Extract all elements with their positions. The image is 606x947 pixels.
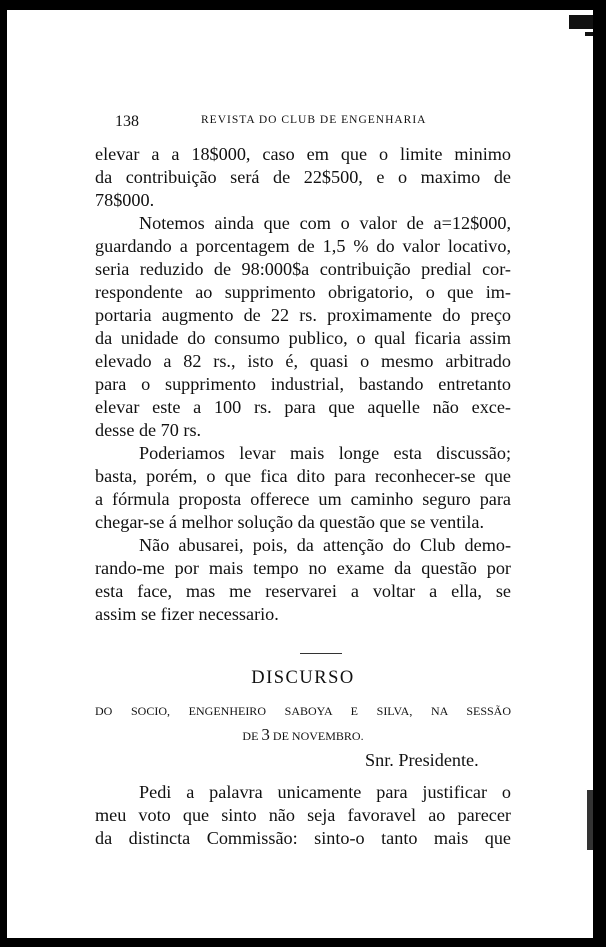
text-line: chegar-se á melhor solução da questão que se ventila.: [95, 512, 484, 532]
text-line: esta face, mas me reservarei a voltar a ella, se: [95, 581, 511, 601]
text-line: 78$000.: [95, 190, 155, 210]
text-line: elevar este a 100 rs. para que aquelle não exce-: [95, 397, 511, 417]
subtitle-date-line: [95, 723, 511, 748]
subtitle-month: DE NOVEMBRO.: [272, 729, 364, 743]
text-line: Notemos ainda que com o valor de a=12$000,: [139, 213, 511, 233]
text-line: respondente ao supprimento obrigatorio, o que im-: [95, 282, 511, 302]
subtitle-de: DE: [242, 729, 259, 743]
text-line: Pedi a palavra unicamente para justificar o: [139, 782, 511, 802]
page-number: 138: [115, 113, 139, 130]
text-line: meu voto que sinto não seja favoravel ao parecer: [95, 805, 511, 825]
page-edge-mark: [587, 790, 593, 850]
page-edge-mark: [585, 32, 593, 36]
text-line: da contribuição será de 22$500, e o maximo de: [95, 167, 511, 187]
running-head: REVISTA DO CLUB DE ENGENHARIA: [201, 114, 427, 126]
body-text: [95, 143, 511, 626]
text-line: da distincta Commissão: sinto-o tanto mais que: [95, 828, 511, 848]
section-divider: [300, 653, 342, 654]
text-line: para o supprimento industrial, bastando entretanto: [95, 374, 511, 394]
text-line: elevado a 82 rs., isto é, quasi o mesmo arbitrado: [95, 351, 511, 371]
subtitle-line: DO SOCIO, ENGENHEIRO SABOYA E SILVA, NA SESSÃO: [95, 704, 511, 718]
subtitle-day: 3: [261, 725, 270, 744]
text-line: da unidade do consumo publico, o qual ficaria assim: [95, 328, 511, 348]
text-line: guardando a porcentagem de 1,5 % do valor locativo,: [95, 236, 511, 256]
text-line: a fórmula proposta offerece um caminho seguro para: [95, 489, 511, 509]
text-line: basta, porém, o que fica dito para reconhecer-se que: [95, 466, 511, 486]
page-header: [115, 110, 535, 132]
text-line: rando-me por mais tempo no exame da questão por: [95, 558, 511, 578]
text-line: elevar a a 18$000, caso em que o limite minimo: [95, 144, 511, 164]
text-line: desse de 70 rs.: [95, 420, 202, 440]
section-subtitle: [95, 700, 511, 748]
text-line: seria reduzido de 98:000$a contribuição predial cor-: [95, 259, 511, 279]
text-line: portaria augmento de 22 rs. proximamente do preço: [95, 305, 511, 325]
salutation: Snr. Presidente.: [365, 750, 479, 770]
text-line: Poderiamos levar mais longe esta discussão;: [139, 443, 511, 463]
section-title: DISCURSO: [251, 668, 355, 688]
text-line: assim se fizer necessario.: [95, 604, 279, 624]
speech-text: [95, 781, 511, 850]
page-edge-mark: [569, 15, 593, 29]
text-line: Não abusarei, pois, da attenção do Club demo-: [139, 535, 511, 555]
